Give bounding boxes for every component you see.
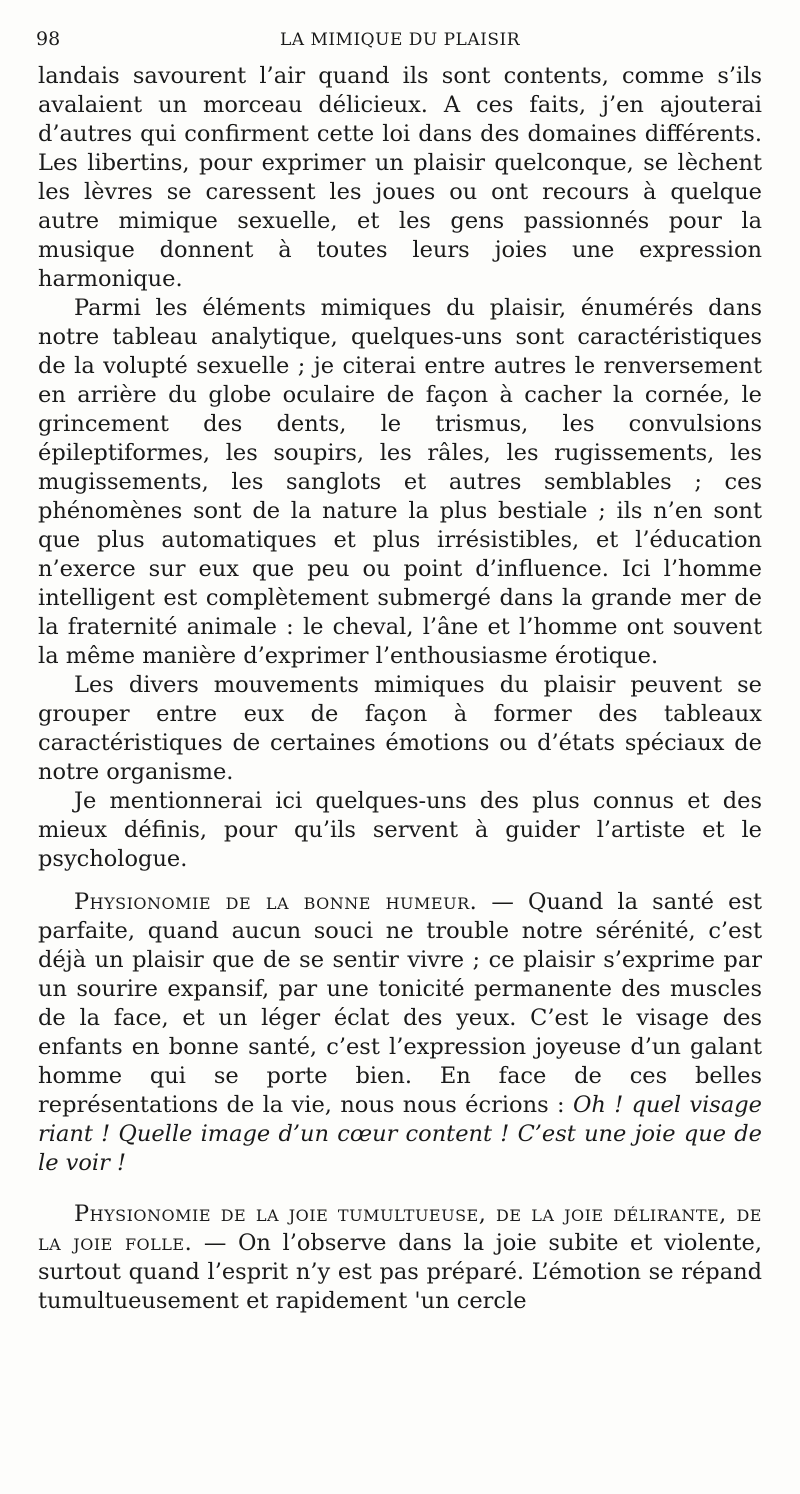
paragraph-1: landais savourent l’air quand ils sont contents, comme s’ils avalaient un morceau délicieux. A ces faits, j’en ajouterai d’autres qui confirment cette loi dans des domaines différents. Les libertins, pour exprimer un plaisir quelconque, se lèchent les lèvres se caressent les joues ou ont recours à quelque autre mimique sexuelle, et les gens passionnés pour la musique donnent à toutes leurs joies une expression harmonique. xyxy=(38,63,762,292)
paragraph-4: Je mentionnerai ici quelques-uns des plus connus et des mieux définis, pour qu’ils servent à guider l’artiste et le psychologue. xyxy=(38,788,762,872)
paragraph-5 xyxy=(38,888,762,1178)
section-heading-bonne-humeur: Physionomie de la bonne humeur. xyxy=(74,889,478,915)
section-heading-joie-tumultueuse: Physionomie de la joie tumultueuse, de la joie délirante, de la joie folle. xyxy=(38,1201,762,1256)
page-body xyxy=(38,62,762,1316)
page-number: 98 xyxy=(36,28,61,50)
paragraph-6 xyxy=(38,1200,762,1316)
paragraph-3: Les divers mouvements mimiques du plaisir peuvent se grouper entre eux de façon à former des tableaux caractéristiques de certaines émotions ou d’états spéciaux de notre organisme. xyxy=(38,672,762,785)
paragraph-5-quote: Oh ! quel visage riant ! Quelle image d’un cœur content ! C’est une joie que de le voir ! xyxy=(38,1092,762,1176)
page-header xyxy=(36,28,764,58)
paragraph-6-text: — On l’observe dans la joie subite et violente, surtout quand l’esprit n’y est pas préparé. L’émotion se répand tumultueusement et rapidement 'un cercle xyxy=(38,1230,762,1314)
paragraph-5-text: — Quand la santé est parfaite, quand aucun souci ne trouble notre sérénité, c’est déjà un plaisir que de se sentir vivre ; ce plaisir s’exprime par un sourire expansif, par une tonicité permanente des muscles de la face, et un léger éclat des yeux. C’est le visage des enfants en bonne santé, c’est l’expression joyeuse d’un galant homme qui se porte bien. En face de ces belles représentations de la vie, nous nous écrions : xyxy=(38,889,762,1118)
running-title: LA MIMIQUE DU PLAISIR xyxy=(279,30,521,50)
paragraph-2: Parmi les éléments mimiques du plaisir, énumérés dans notre tableau analytique, quelques-uns sont caractéristiques de la volupté sexuelle ; je citerai entre autres le renversement en arrière du globe oculaire de façon à cacher la cornée, le grincement des dents, le trismus, les convulsions épileptiformes, les soupirs, les râles, les rugissements, les mugissements, les sanglots et autres semblables ; ces phénomènes sont de la nature la plus bestiale ; ils n’en sont que plus automatiques et plus irrésistibles, et l’éducation n’exerce sur eux que peu ou point d’influence. Ici l’homme intelligent est complètement submergé dans la grande mer de la fraternité animale : le cheval, l’âne et l’homme ont souvent la même manière d’exprimer l’enthousiasme érotique. xyxy=(38,295,762,669)
